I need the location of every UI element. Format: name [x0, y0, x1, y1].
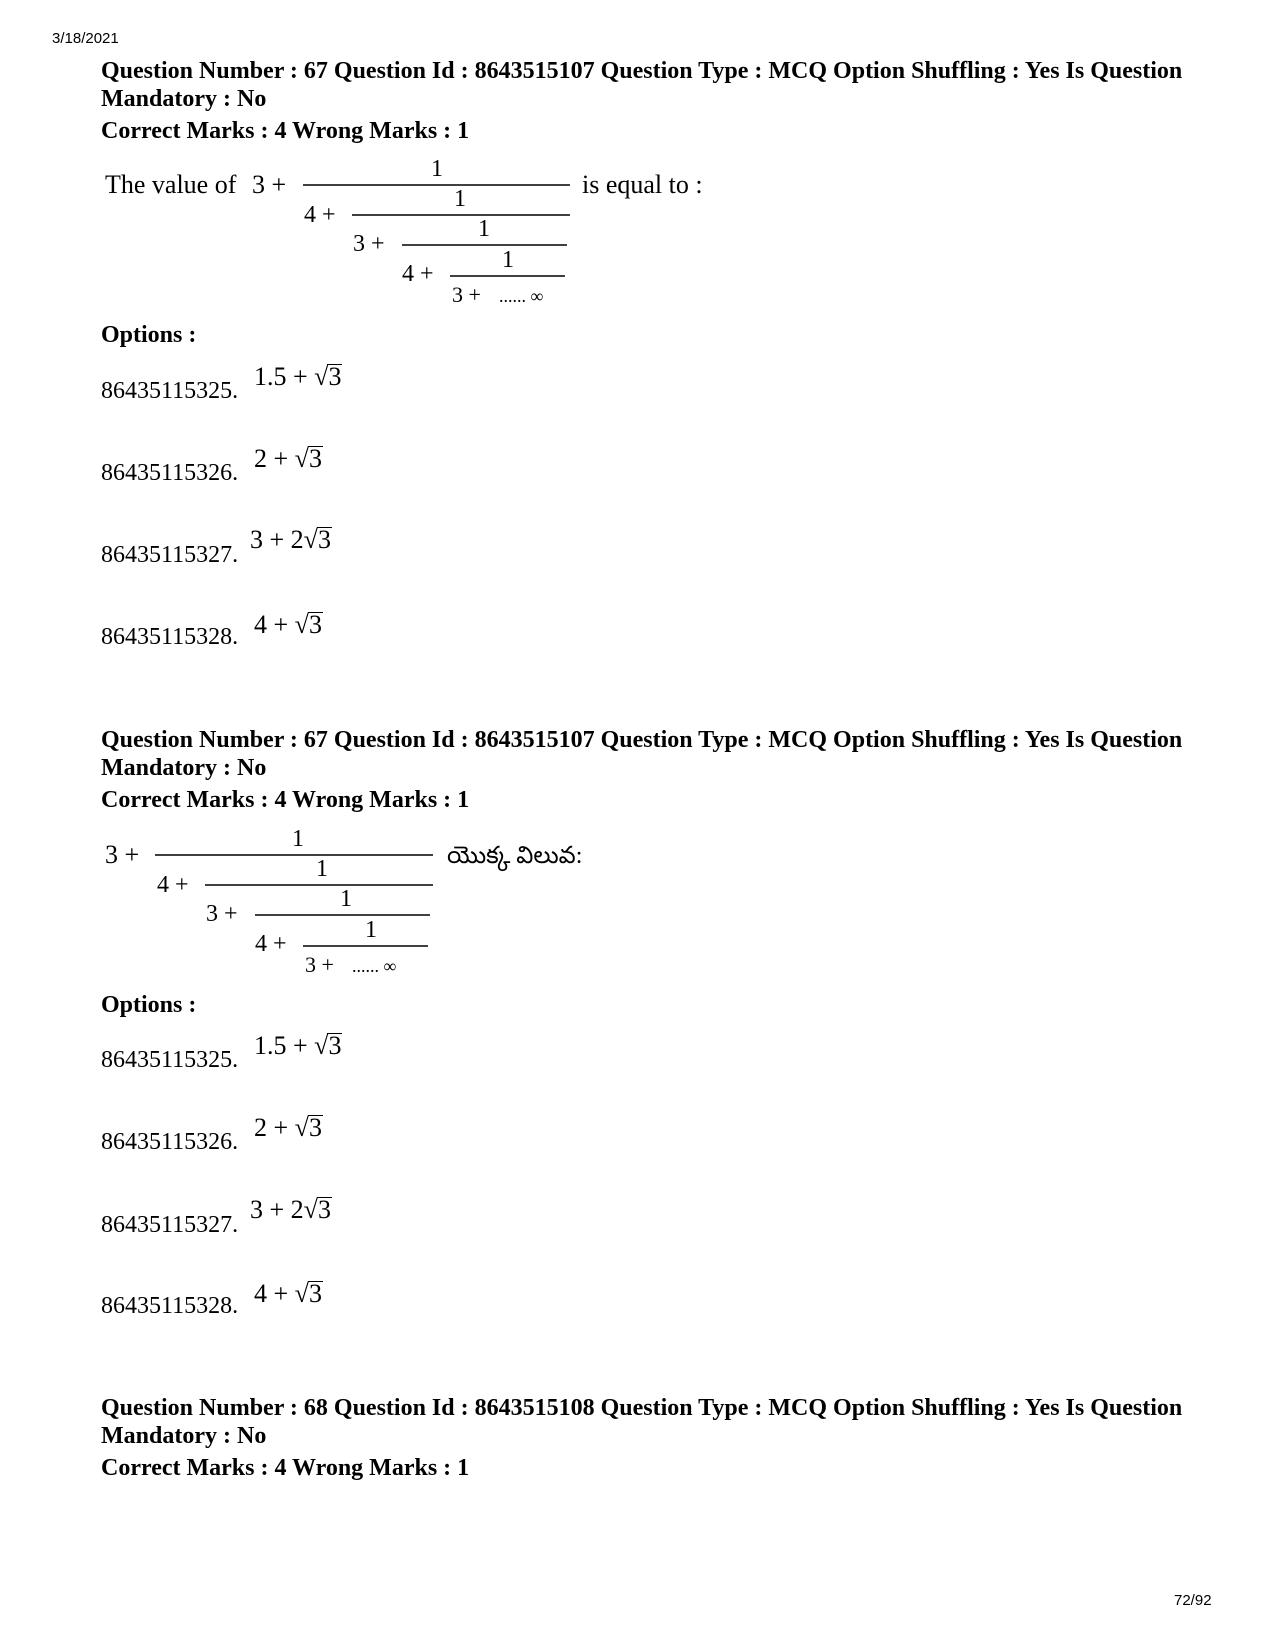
fraction-term: 4 + — [157, 872, 189, 898]
fraction-term: 3 + — [353, 231, 385, 257]
fraction-tail: ...... ∞ — [352, 956, 397, 976]
option-id: 86435115325. — [101, 378, 239, 404]
option-value: 3 + 2√ 3 — [250, 1195, 331, 1224]
option-value: 1.5 + √ 3 — [254, 362, 342, 391]
option-id: 86435115326. — [101, 1129, 239, 1155]
fraction-numerator: 1 — [316, 856, 328, 882]
question-marks: Correct Marks : 4 Wrong Marks : 1 — [101, 787, 470, 813]
print-date: 3/18/2021 — [52, 30, 119, 47]
square-root: √ 3 — [314, 362, 342, 391]
fraction-term: 4 + — [402, 261, 434, 287]
question-header: Question Number : 67 Question Id : 8643515107 Question Type : MCQ Option Shuffling : Yes Is Question Mandatory : No — [101, 727, 1183, 781]
fraction-term: 4 + — [255, 931, 287, 957]
fraction-term: 4 + — [304, 202, 336, 228]
options-label: Options : — [101, 322, 197, 348]
option-value: 3 + 2√ 3 — [250, 525, 331, 554]
option-id: 86435115326. — [101, 460, 239, 486]
square-root: √ 3 — [294, 610, 322, 639]
page-number: 72/92 — [1174, 1592, 1212, 1609]
fraction-numerator: 1 — [292, 826, 304, 852]
square-root: √ 3 — [303, 1195, 331, 1224]
fraction-term: 3 + — [305, 952, 334, 977]
continued-fraction-expression — [100, 820, 620, 990]
fraction-numerator: 1 — [478, 216, 490, 242]
question-marks: Correct Marks : 4 Wrong Marks : 1 — [101, 118, 470, 144]
fraction-numerator: 1 — [454, 186, 466, 212]
fraction-numerator: 1 — [502, 247, 514, 273]
square-root: √ 3 — [294, 1113, 322, 1142]
option-value: 2 + √ 3 — [254, 1113, 322, 1142]
fraction-term: 3 + — [206, 901, 238, 927]
continued-fraction-expression — [100, 150, 740, 320]
question-header: Question Number : 67 Question Id : 8643515107 Question Type : MCQ Option Shuffling : Yes Is Question Mandatory : No — [101, 58, 1183, 112]
square-root: √ 3 — [294, 444, 322, 473]
fraction-numerator: 1 — [340, 886, 352, 912]
fraction-term: 3 + — [452, 282, 481, 307]
option-id: 86435115327. — [101, 1212, 239, 1238]
option-id: 86435115328. — [101, 1293, 239, 1319]
stem-suffix: is equal to : — [582, 170, 703, 199]
option-id: 86435115328. — [101, 624, 239, 650]
option-value: 2 + √ 3 — [254, 444, 322, 473]
square-root: √ 3 — [294, 1279, 322, 1308]
fraction-term: 3 + — [252, 170, 287, 199]
fraction-term: 3 + — [105, 840, 140, 869]
question-header: Question Number : 68 Question Id : 8643515108 Question Type : MCQ Option Shuffling : Yes Is Question Mandatory : No — [101, 1395, 1183, 1449]
fraction-numerator: 1 — [365, 917, 377, 943]
fraction-tail: ...... ∞ — [499, 286, 544, 306]
stem-suffix: యొక్క విలువ: — [447, 843, 583, 869]
option-value: 4 + √ 3 — [254, 1279, 322, 1308]
option-id: 86435115325. — [101, 1047, 239, 1073]
question-marks: Correct Marks : 4 Wrong Marks : 1 — [101, 1455, 470, 1481]
square-root: √ 3 — [314, 1031, 342, 1060]
fraction-numerator: 1 — [431, 156, 443, 182]
options-label: Options : — [101, 992, 197, 1018]
option-value: 1.5 + √ 3 — [254, 1031, 342, 1060]
square-root: √ 3 — [303, 525, 331, 554]
option-id: 86435115327. — [101, 542, 239, 568]
option-value: 4 + √ 3 — [254, 610, 322, 639]
stem-prefix: The value of — [105, 170, 237, 199]
